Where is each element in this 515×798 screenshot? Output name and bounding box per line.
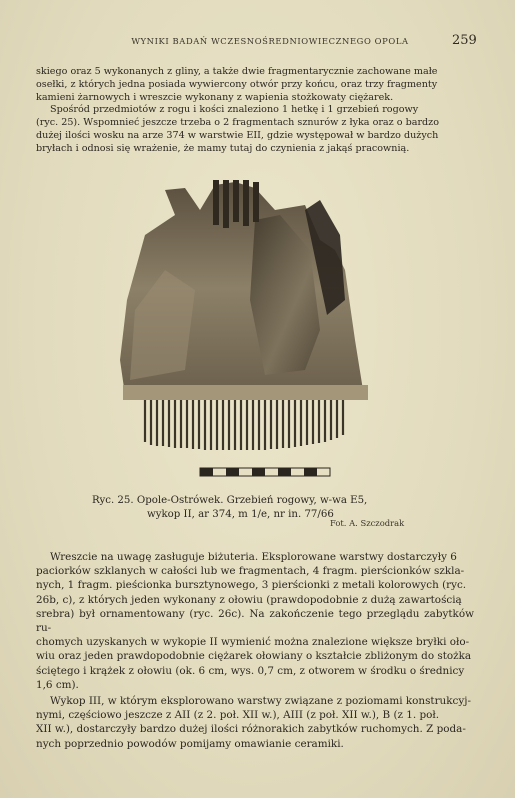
text-line: 26b, c), z których jeden wykonany z ołowiu (prawdopodobnie z dużą zawartością — [36, 593, 462, 606]
text-line: srebra) był ornamentowany (ryc. 26c). Na zakończenie tego przeglądu zabytków ru- — [36, 607, 474, 635]
running-header: WYNIKI BADAŃ WCZESNOŚREDNIOWIECZNEGO OPOLA — [131, 36, 409, 46]
text-line: chomych uzyskanych w wykopie II wymienić można znalezione większe bryłki oło- — [36, 636, 470, 649]
text-line: (ryc. 25). Wspomnieć jeszcze trzeba o 2 fragmentach sznurów z łyka oraz o bardzo — [36, 117, 439, 129]
text-line: Wreszcie na uwagę zasługuje biżuteria. Eksplorowane warstwy dostarczyły 6 — [50, 551, 457, 563]
photo-credit: Fot. A. Szczodrak — [330, 518, 405, 528]
text-line: nych poprzednio powodów pomijamy omawianie ceramiki. — [36, 737, 344, 750]
text-line: kamieni żarnowych i wreszcie wykonany z wapienia stożkowaty ciężarek. — [36, 91, 394, 103]
paragraph-3 — [36, 694, 474, 751]
text-line: 1,6 cm). — [36, 678, 79, 691]
text-line: wiu oraz jeden prawdopodobnie ciężarek ołowiany o kształcie zbliżonym do stożka — [36, 650, 472, 663]
text-line: Wykop III, w którym eksplorowano warstwy związane z poziomami konstrukcyj- — [50, 695, 471, 707]
caption-line: Ryc. 25. Opole-Ostrówek. Grzebień rogowy, w-wa E5, — [92, 495, 368, 506]
caption-line: wykop II, ar 374, m 1/e, nr in. 77/66 — [147, 508, 334, 520]
comb-photo-image — [105, 180, 410, 480]
text-line: bryłach i odnosi się wrażenie, że mamy tutaj do czynienia z jakąś pracownią. — [36, 142, 410, 154]
comb-photograph — [105, 180, 410, 480]
paragraph-1 — [36, 66, 474, 156]
figure-caption — [92, 494, 452, 521]
text-line: ściętego i krążek z ołowiu (ok. 6 cm, wys. 0,7 cm, z otworem w środku o średnicy — [36, 664, 465, 677]
scale-bar — [200, 468, 330, 476]
text-line: nymi, częściowo jeszcze z AII (z 2. poł. XII w.), AIII (z poł. XII w.), B (z 1. poł. — [36, 709, 440, 722]
text-line: paciorków szklanych w całości lub we fragmentach, 4 fragm. pierścionków szkla- — [36, 565, 465, 578]
text-line: osełki, z których jedna posiada wywiercony otwór przy końcu, oraz trzy fragmenty — [36, 78, 438, 90]
paragraph-2 — [36, 550, 474, 692]
text-line: XII w.), dostarczyły bardzo dużej ilości różnorakich zabytków ruchomych. Z poda- — [36, 723, 466, 736]
page-number: 259 — [452, 33, 477, 48]
text-line: Spośród przedmiotów z rogu i kości znaleziono 1 hetkę i 1 grzebień rogowy — [50, 104, 419, 116]
text-line: skiego oraz 5 wykonanych z gliny, a także dwie fragmentarycznie zachowane małe — [36, 66, 438, 77]
text-line: dużej ilości wosku na arze 374 w warstwie EII, gdzie występował w bardzo dużych — [36, 129, 439, 141]
text-line: nych, 1 fragm. pieścionka bursztynowego, 3 pierścionki z metali kolorowych (ryc. — [36, 579, 467, 592]
